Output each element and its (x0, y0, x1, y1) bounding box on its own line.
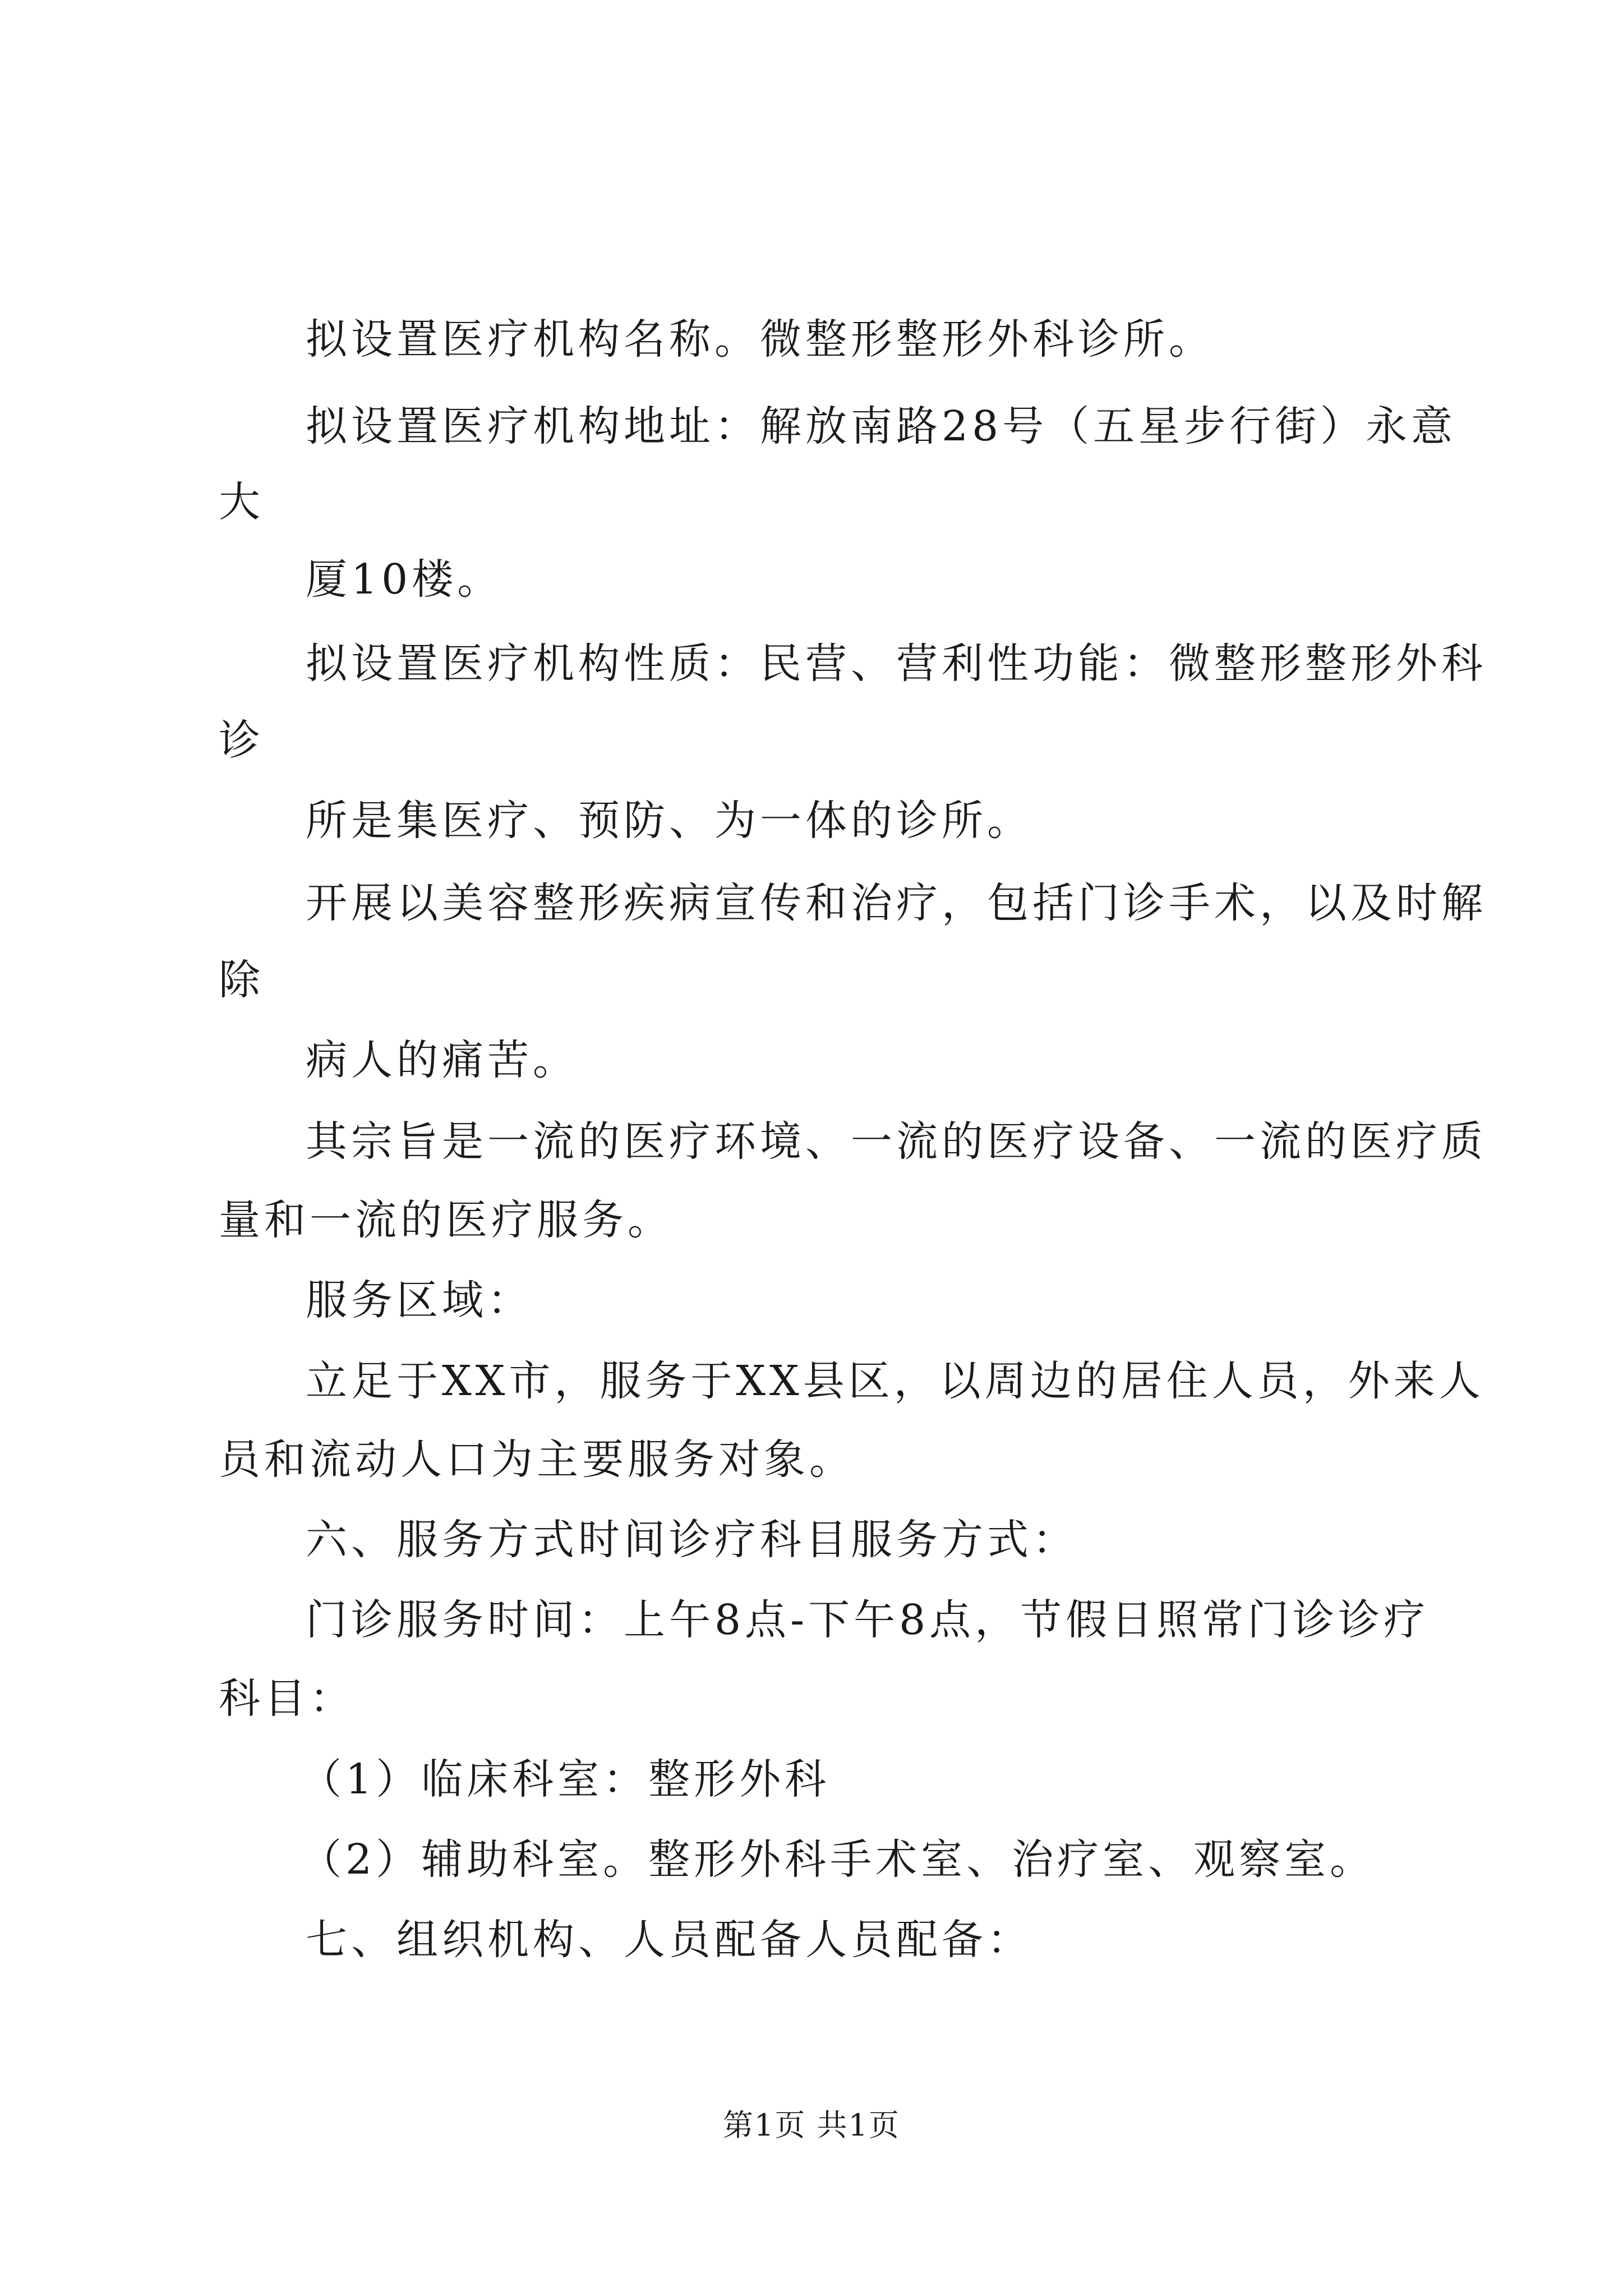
text-line-5: 拟设置医疗机构性质：民营、营利性功能：微整形整形外科 (306, 639, 1487, 688)
text-line-6: 诊 (219, 716, 264, 765)
text-line-17: 门诊服务时间：上午8点-下午8点，节假日照常门诊诊疗 (306, 1596, 1430, 1644)
text-line-16: 六、服务方式时间诊疗科目服务方式： (306, 1516, 1078, 1564)
text-line-9: 除 (219, 956, 264, 1004)
page-number-footer: 第1页 共1页 (723, 2108, 900, 2143)
text-line-13: 服务区域： (306, 1276, 533, 1324)
text-line-18: 科目： (219, 1674, 355, 1723)
text-line-19: （1）临床科室：整形外科 (300, 1755, 831, 1803)
text-line-4: 厦10楼。 (306, 555, 503, 604)
text-line-20: （2）辅助科室。整形外科手术室、治疗室、观察室。 (300, 1835, 1376, 1884)
text-line-11: 其宗旨是一流的医疗环境、一流的医疗设备、一流的医疗质 (306, 1117, 1487, 1166)
text-line-3: 大 (219, 478, 264, 526)
text-line-14: 立足于XX市，服务于XX县区，以周边的居住人员，外来人 (306, 1357, 1484, 1405)
text-line-7: 所是集医疗、预防、为一体的诊所。 (306, 797, 1032, 845)
text-line-1: 拟设置医疗机构名称。微整形整形外科诊所。 (306, 315, 1214, 364)
text-line-10: 病人的痛苦。 (306, 1036, 578, 1084)
text-line-12: 量和一流的医疗服务。 (219, 1196, 673, 1244)
text-line-15: 员和流动人口为主要服务对象。 (219, 1435, 855, 1484)
text-line-8: 开展以美容整形疾病宣传和治疗，包括门诊手术，以及时解 (306, 879, 1487, 927)
text-line-21: 七、组织机构、人员配备人员配备： (306, 1916, 1032, 1964)
text-line-2: 拟设置医疗机构地址：解放南路28号（五星步行街）永意 (306, 402, 1457, 450)
